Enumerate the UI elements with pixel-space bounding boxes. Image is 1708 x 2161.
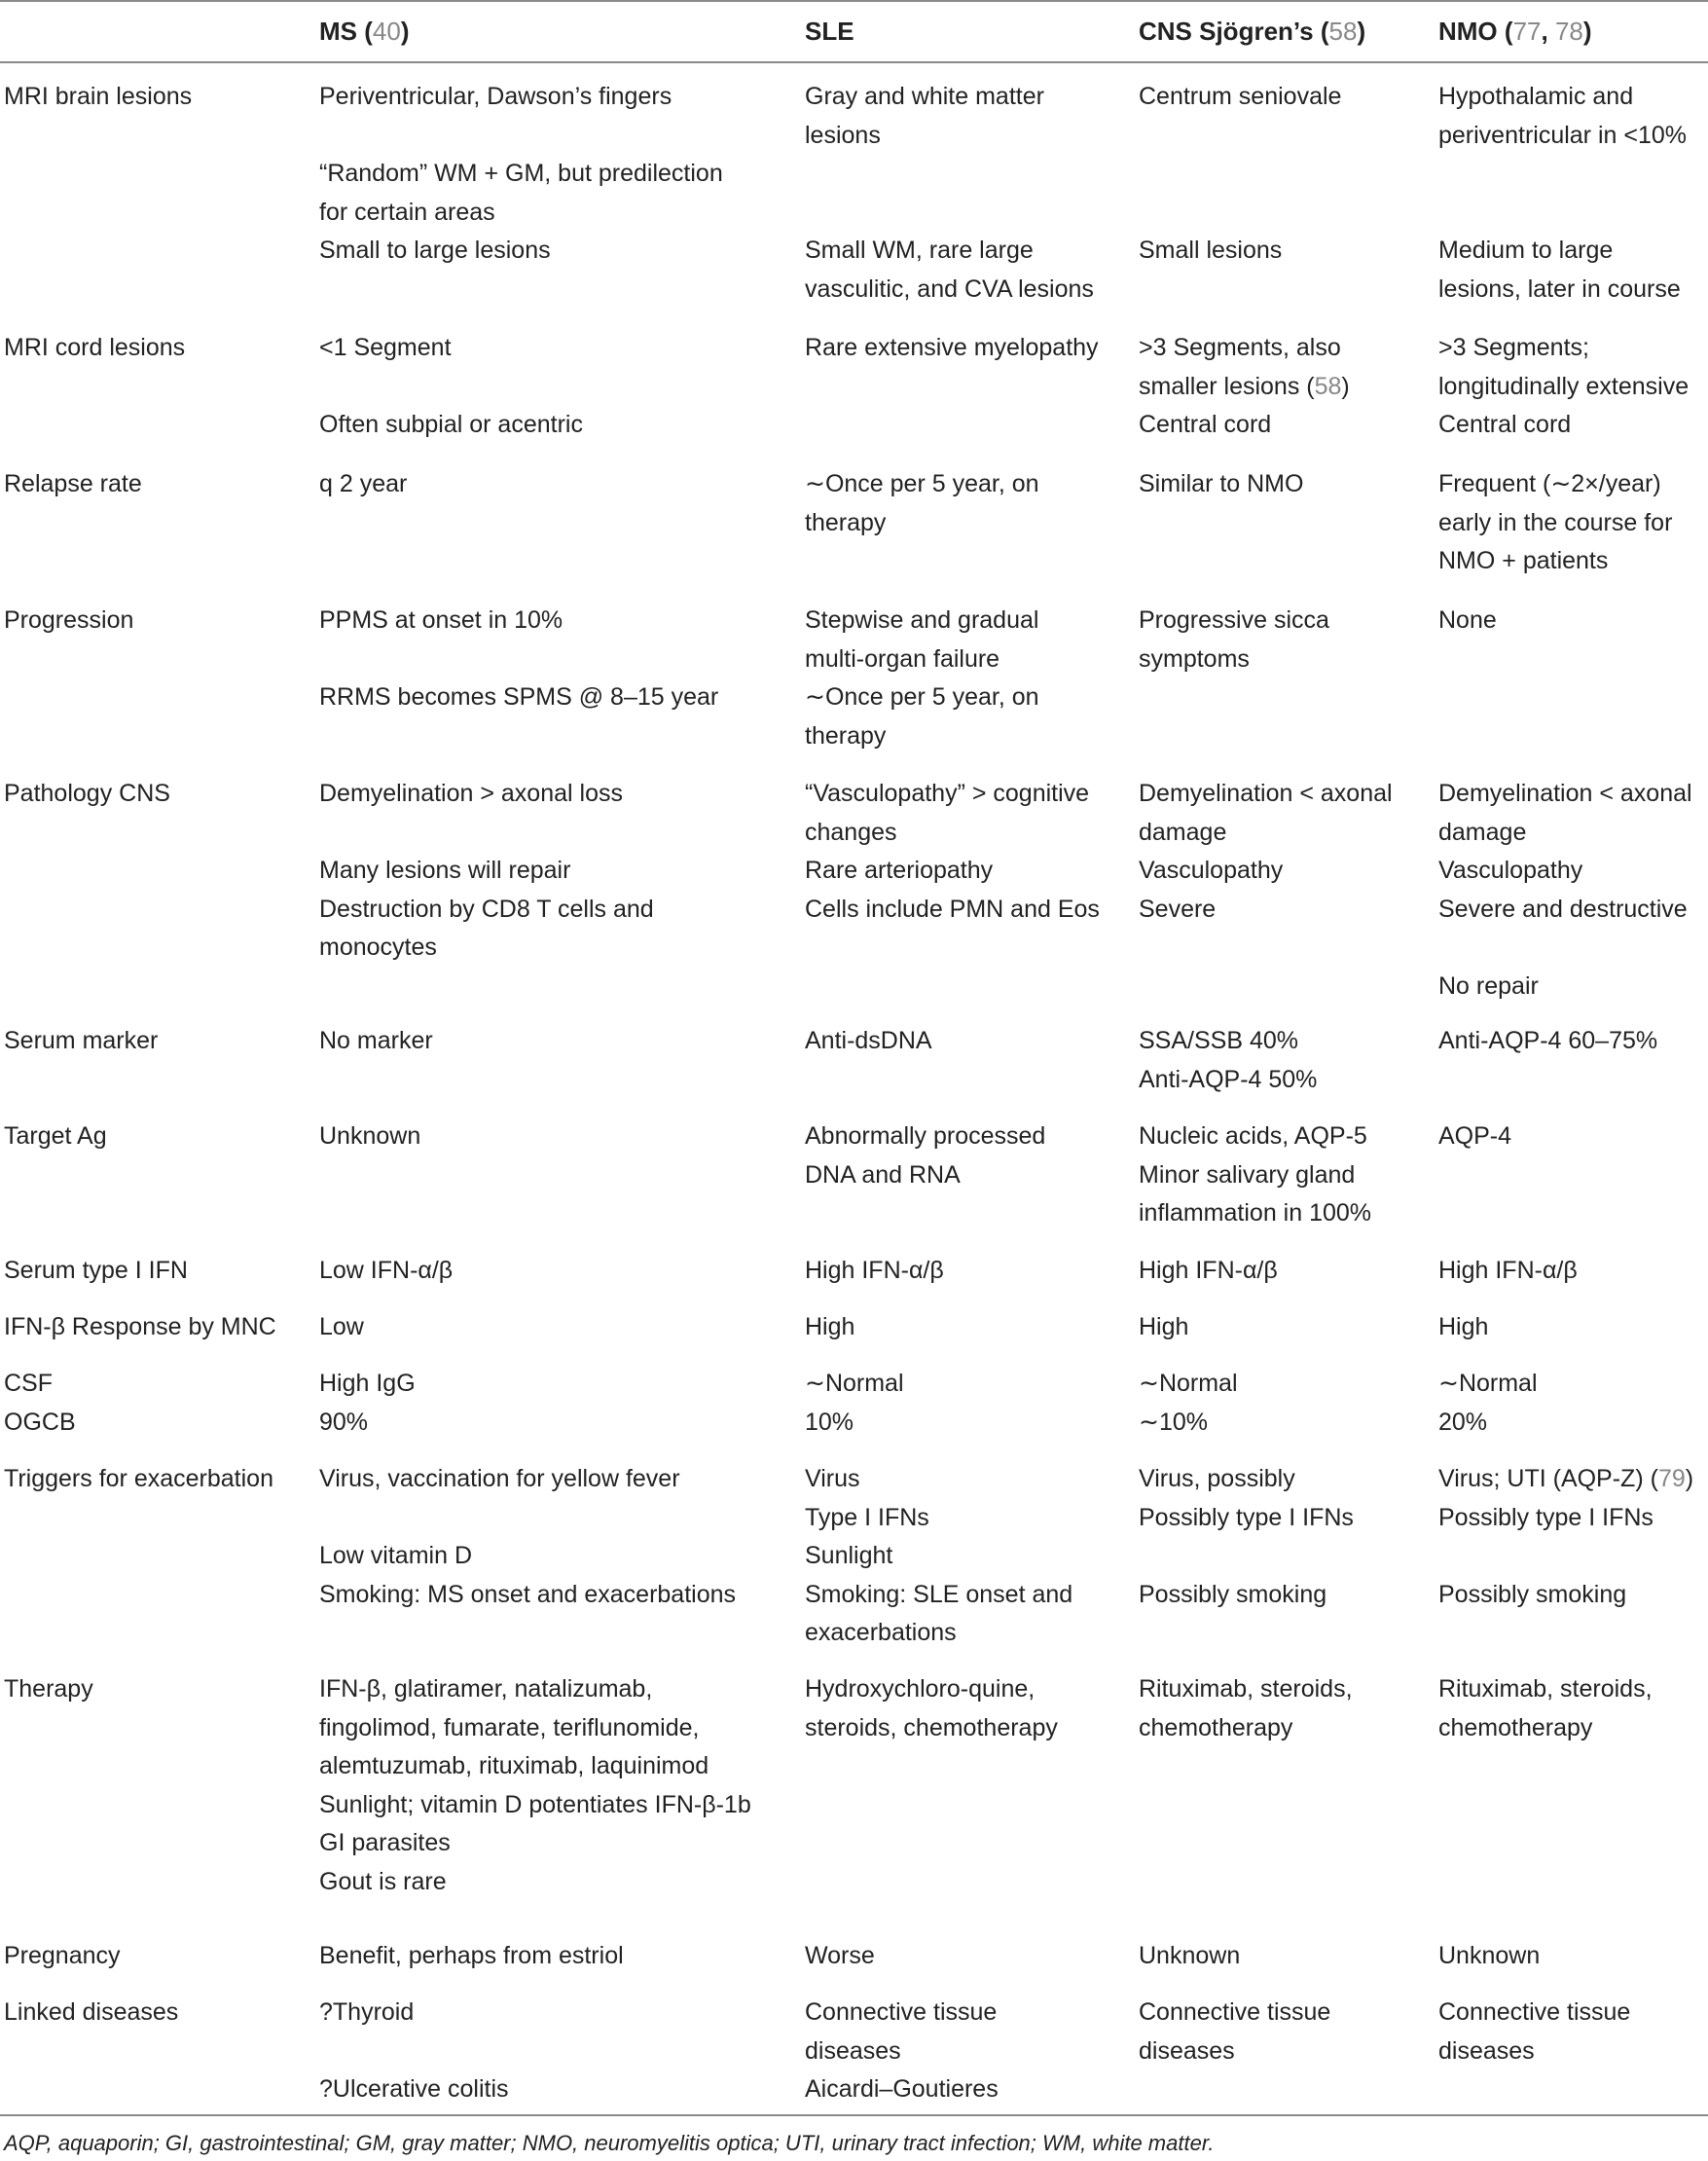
cell-line: RRMS becomes SPMS @ 8–15 year bbox=[319, 683, 719, 711]
row-13-ms-cell bbox=[319, 1937, 624, 1976]
row-4-ms-cell bbox=[319, 602, 718, 717]
row-12-sle-cell bbox=[805, 1670, 1058, 1747]
row-9-cns-sjogren-cell bbox=[1139, 1308, 1188, 1347]
cell-line bbox=[1438, 194, 1687, 233]
cell-line: Serum marker bbox=[4, 1027, 159, 1054]
cell-line: Smoking: SLE onset and bbox=[805, 1580, 1073, 1608]
cell-line: Medium to large bbox=[1438, 237, 1614, 264]
cell-line: GI parasites bbox=[319, 1829, 451, 1856]
row-14-sle-cell bbox=[805, 1994, 999, 2109]
cell-line: SSA/SSB 40% bbox=[1139, 1027, 1298, 1054]
cell-line: chemotherapy bbox=[1139, 1713, 1293, 1741]
cell-line: q 2 year bbox=[319, 470, 408, 497]
cell-line: Possibly type I IFNs bbox=[1438, 1503, 1653, 1531]
cell-line: therapy bbox=[805, 508, 887, 536]
cell-line: Central cord bbox=[1438, 411, 1572, 438]
cell-line: MRI cord lesions bbox=[4, 334, 186, 361]
cell-line: chemotherapy bbox=[1438, 1713, 1593, 1741]
cell-line: Severe bbox=[1139, 895, 1217, 923]
cell-line: alemtuzumab, rituximab, laquinimod bbox=[319, 1752, 709, 1779]
cell-line bbox=[319, 641, 718, 679]
cell-line bbox=[805, 194, 1094, 233]
cell-line: High IgG bbox=[319, 1370, 416, 1397]
row-13-nmo-cell bbox=[1438, 1937, 1540, 1976]
row-1-cns-sjogren-cell bbox=[1139, 78, 1341, 271]
row-4-cns-sjogren-cell bbox=[1139, 602, 1329, 678]
cell-line: diseases bbox=[805, 2036, 901, 2065]
cell-line: Often subpial or acentric bbox=[319, 411, 583, 438]
cell-line: Virus, vaccination for yellow fever bbox=[319, 1465, 680, 1492]
cell-line bbox=[1438, 929, 1692, 968]
row-13-label-cell bbox=[4, 1937, 121, 1976]
cell-line: High bbox=[1139, 1313, 1189, 1340]
cell-line: Connective tissue bbox=[1139, 1998, 1331, 2026]
cell-line: periventricular in <10% bbox=[1438, 121, 1687, 149]
reference-link[interactable]: 58 bbox=[1314, 372, 1342, 400]
cell-line: inflammation in 100% bbox=[1139, 1199, 1372, 1227]
row-2-nmo-cell bbox=[1438, 329, 1689, 445]
cell-line: ∼Once per 5 year, on bbox=[805, 470, 1039, 497]
cell-line: Low IFN-α/β bbox=[319, 1257, 454, 1284]
cell-line bbox=[1438, 155, 1687, 194]
cell-line: No marker bbox=[319, 1027, 433, 1054]
cell-line: Similar to NMO bbox=[1139, 470, 1304, 497]
cell-line: None bbox=[1438, 606, 1497, 634]
cell-line: Small to large lesions bbox=[319, 237, 551, 264]
cell-line: symptoms bbox=[1139, 644, 1250, 673]
row-6-cns-sjogren-cell bbox=[1139, 1022, 1317, 1099]
cell-line: Frequent (∼2×/year) bbox=[1438, 470, 1661, 497]
cell-line: multi-organ failure bbox=[805, 644, 1000, 673]
cell-line: Aicardi–Goutieres bbox=[805, 2075, 999, 2103]
row-12-label-cell bbox=[4, 1670, 93, 1709]
cell-line bbox=[1139, 155, 1341, 194]
cell-line: Vasculopathy bbox=[1438, 857, 1583, 884]
row-9-sle-cell bbox=[805, 1308, 854, 1347]
cell-line: ∼Normal bbox=[805, 1370, 904, 1397]
cell-line: Virus, possibly bbox=[1139, 1465, 1295, 1492]
header-ms: MS (40) bbox=[319, 17, 410, 46]
row-14-nmo-cell bbox=[1438, 1994, 1630, 2070]
row-5-ms-cell bbox=[319, 775, 654, 968]
row-7-label-cell bbox=[4, 1117, 107, 1156]
cell-line bbox=[319, 2033, 509, 2071]
cell-line bbox=[1139, 1537, 1354, 1576]
row-4-label-cell bbox=[4, 602, 133, 641]
row-10-cns-sjogren-cell bbox=[1139, 1365, 1238, 1442]
header-nmo-ref-78[interactable]: 78 bbox=[1554, 17, 1583, 46]
row-8-ms-cell bbox=[319, 1252, 453, 1291]
cell-line: MRI brain lesions bbox=[4, 83, 193, 110]
cell-line: Low vitamin D bbox=[319, 1542, 472, 1569]
table-top-rule bbox=[0, 0, 1708, 2]
cell-line: >3 Segments, also bbox=[1139, 334, 1341, 361]
cell-line: 90% bbox=[319, 1408, 369, 1436]
row-9-label-cell bbox=[4, 1308, 276, 1347]
cell-line: Benefit, perhaps from estriol bbox=[319, 1942, 624, 1969]
row-11-sle-cell bbox=[805, 1460, 1072, 1653]
cell-line: Virus bbox=[805, 1465, 860, 1492]
cell-line: Connective tissue bbox=[805, 1998, 998, 2026]
cell-line: <1 Segment bbox=[319, 334, 452, 361]
cell-line: Target Ag bbox=[4, 1122, 107, 1150]
cell-line: “Vasculopathy” > cognitive bbox=[805, 780, 1090, 807]
cell-line: “Random” WM + GM, but predilection bbox=[319, 160, 723, 187]
header-ms-ref[interactable]: 40 bbox=[372, 17, 401, 46]
cell-line: OGCB bbox=[4, 1408, 76, 1436]
cell-line: Vasculopathy bbox=[1139, 857, 1284, 884]
cell-line: DNA and RNA bbox=[805, 1160, 961, 1189]
cell-line: diseases bbox=[1438, 2036, 1535, 2065]
header-rule bbox=[0, 61, 1708, 63]
cell-line: ?Thyroid bbox=[319, 1998, 415, 2026]
row-6-ms-cell bbox=[319, 1022, 433, 1061]
cell-line: Unknown bbox=[319, 1122, 421, 1150]
row-7-nmo-cell bbox=[1438, 1117, 1511, 1156]
header-nmo-label: NMO bbox=[1438, 17, 1498, 46]
row-13-cns-sjogren-cell bbox=[1139, 1937, 1240, 1976]
cell-line bbox=[1139, 194, 1341, 233]
row-10-sle-cell bbox=[805, 1365, 904, 1442]
cell-line: >3 Segments; bbox=[1438, 334, 1589, 361]
cell-line: Anti-AQP-4 50% bbox=[1139, 1065, 1318, 1093]
row-10-ms-cell bbox=[319, 1365, 416, 1442]
cell-line: fingolimod, fumarate, teriflunomide, bbox=[319, 1713, 700, 1741]
cell-line: monocytes bbox=[319, 934, 437, 961]
row-11-nmo-cell bbox=[1438, 1460, 1693, 1614]
cell-line: Possibly smoking bbox=[1139, 1580, 1327, 1608]
header-nmo-ref-77[interactable]: 77 bbox=[1512, 17, 1542, 46]
row-11-ms-cell bbox=[319, 1460, 736, 1614]
cell-line: smaller lesions (58) bbox=[1139, 372, 1350, 400]
row-8-cns-sjogren-cell bbox=[1139, 1252, 1278, 1291]
cell-line: Stepwise and gradual bbox=[805, 606, 1039, 634]
row-4-nmo-cell bbox=[1438, 602, 1497, 641]
cell-line bbox=[319, 1499, 736, 1538]
cell-line: Rare extensive myelopathy bbox=[805, 334, 1099, 361]
row-10-nmo-cell bbox=[1438, 1365, 1538, 1442]
row-12-ms-cell bbox=[319, 1670, 751, 1901]
row-12-nmo-cell bbox=[1438, 1670, 1653, 1747]
row-12-cns-sjogren-cell bbox=[1139, 1670, 1353, 1747]
row-11-label-cell bbox=[4, 1460, 273, 1499]
table-bottom-rule bbox=[0, 2114, 1708, 2116]
cell-line: Severe and destructive bbox=[1438, 895, 1688, 923]
cell-line: Connective tissue bbox=[1438, 1998, 1631, 2026]
cell-line: High IFN-α/β bbox=[1139, 1257, 1278, 1284]
row-3-ms-cell bbox=[319, 465, 407, 504]
cell-line: No repair bbox=[1438, 971, 1539, 1000]
row-6-nmo-cell bbox=[1438, 1022, 1657, 1061]
row-14-label-cell bbox=[4, 1994, 178, 2033]
row-3-cns-sjogren-cell bbox=[1139, 465, 1303, 504]
cell-line: ∼Normal bbox=[1438, 1370, 1538, 1397]
cell-line: damage bbox=[1139, 818, 1227, 846]
cell-line: Nucleic acids, AQP-5 bbox=[1139, 1122, 1367, 1150]
row-5-label-cell bbox=[4, 775, 170, 814]
row-1-nmo-cell bbox=[1438, 78, 1687, 309]
cell-line: Type I IFNs bbox=[805, 1503, 929, 1531]
row-3-nmo-cell bbox=[1438, 465, 1672, 581]
row-7-cns-sjogren-cell bbox=[1139, 1117, 1371, 1233]
cell-line: Hypothalamic and bbox=[1438, 83, 1634, 110]
row-2-cns-sjogren-cell bbox=[1139, 329, 1350, 445]
cell-line: Sunlight bbox=[805, 1542, 893, 1569]
header-cns-sjogren: CNS Sjögren’s (58) bbox=[1139, 17, 1366, 46]
row-6-label-cell bbox=[4, 1022, 158, 1061]
cell-line: Pregnancy bbox=[4, 1942, 121, 1969]
cell-line: Virus; UTI (AQP-Z) (79) bbox=[1438, 1465, 1694, 1492]
cell-line: Minor salivary gland bbox=[1139, 1160, 1356, 1189]
cell-line: Pathology CNS bbox=[4, 780, 170, 807]
cell-line: Possibly type I IFNs bbox=[1139, 1503, 1354, 1531]
row-8-label-cell bbox=[4, 1252, 188, 1291]
cell-line: ∼Normal bbox=[1139, 1370, 1238, 1397]
cell-line: AQP-4 bbox=[1438, 1122, 1512, 1150]
header-cns-sjogren-ref[interactable]: 58 bbox=[1328, 17, 1358, 46]
cell-line: Demyelination > axonal loss bbox=[319, 780, 623, 807]
row-5-cns-sjogren-cell bbox=[1139, 775, 1393, 929]
cell-line: Serum type I IFN bbox=[4, 1257, 188, 1284]
row-8-nmo-cell bbox=[1438, 1252, 1578, 1291]
row-2-ms-cell bbox=[319, 329, 583, 445]
cell-line: Triggers for exacerbation bbox=[4, 1465, 273, 1492]
table-footnote: AQP, aquaporin; GI, gastrointestinal; GM, gray matter; NMO, neuromyelitis optica; UTI, urinary tract infection; WM, white matter. bbox=[4, 2131, 1215, 2155]
cell-line: High IFN-α/β bbox=[1438, 1257, 1578, 1284]
row-6-sle-cell bbox=[805, 1022, 932, 1061]
cell-line: Sunlight; vitamin D potentiates IFN-β-1b bbox=[319, 1790, 751, 1818]
cell-line: IFN-β Response by MNC bbox=[4, 1313, 276, 1340]
cell-line: Worse bbox=[805, 1942, 875, 1969]
cell-line: PPMS at onset in 10% bbox=[319, 606, 563, 634]
cell-line bbox=[319, 368, 583, 407]
cell-line: exacerbations bbox=[805, 1619, 957, 1646]
cell-line: IFN-β, glatiramer, natalizumab, bbox=[319, 1675, 653, 1703]
cell-line: early in the course for bbox=[1438, 508, 1673, 536]
cell-line: Cells include PMN and Eos bbox=[805, 895, 1100, 923]
row-8-sle-cell bbox=[805, 1252, 944, 1291]
cell-line: Small lesions bbox=[1139, 237, 1283, 264]
cell-line: NMO + patients bbox=[1438, 547, 1609, 574]
reference-link[interactable]: 79 bbox=[1657, 1465, 1686, 1492]
cell-line: Hydroxychloro-quine, bbox=[805, 1675, 1036, 1703]
cell-line: Centrum seniovale bbox=[1139, 83, 1342, 110]
cell-line: Linked diseases bbox=[4, 1998, 179, 2026]
row-13-sle-cell bbox=[805, 1937, 875, 1976]
row-1-sle-cell bbox=[805, 78, 1094, 309]
cell-line: lesions, later in course bbox=[1438, 275, 1681, 303]
cell-line: diseases bbox=[1139, 2036, 1235, 2065]
cell-line bbox=[319, 814, 654, 853]
row-7-ms-cell bbox=[319, 1117, 420, 1156]
cell-line: for certain areas bbox=[319, 198, 495, 226]
cell-line: Demyelination < axonal bbox=[1139, 780, 1393, 807]
cell-line: 20% bbox=[1438, 1408, 1488, 1436]
cell-line: Low bbox=[319, 1313, 364, 1340]
cell-line: Therapy bbox=[4, 1675, 93, 1703]
cell-line: Relapse rate bbox=[4, 470, 142, 497]
cell-line: CSF bbox=[4, 1370, 53, 1397]
cell-line: Progressive sicca bbox=[1139, 606, 1329, 634]
row-2-sle-cell bbox=[805, 329, 1099, 368]
cell-line: High bbox=[805, 1313, 855, 1340]
header-sle bbox=[805, 12, 854, 51]
cell-line: damage bbox=[1438, 818, 1527, 846]
cell-line: High bbox=[1438, 1313, 1489, 1340]
cell-line: Small WM, rare large bbox=[805, 237, 1034, 264]
row-3-sle-cell bbox=[805, 465, 1039, 542]
row-2-label-cell bbox=[4, 329, 185, 368]
cell-line: Unknown bbox=[1438, 1942, 1541, 1969]
cell-line bbox=[319, 117, 723, 156]
cell-line: lesions bbox=[805, 121, 881, 149]
row-5-sle-cell bbox=[805, 775, 1100, 929]
cell-line: ∼10% bbox=[1139, 1408, 1208, 1436]
cell-line: Rituximab, steroids, bbox=[1139, 1675, 1353, 1703]
cell-line: Rituximab, steroids, bbox=[1438, 1675, 1653, 1703]
cell-line: 10% bbox=[805, 1408, 854, 1436]
cell-line: Possibly smoking bbox=[1438, 1580, 1627, 1608]
cell-line: Central cord bbox=[1139, 411, 1272, 438]
cell-line: steroids, chemotherapy bbox=[805, 1713, 1058, 1741]
row-9-ms-cell bbox=[319, 1308, 364, 1347]
row-1-label-cell bbox=[4, 78, 192, 117]
cell-line: ∼Once per 5 year, on bbox=[805, 683, 1039, 711]
header-sle-label: SLE bbox=[805, 17, 854, 46]
row-9-nmo-cell bbox=[1438, 1308, 1488, 1347]
row-11-cns-sjogren-cell bbox=[1139, 1460, 1354, 1614]
row-14-cns-sjogren-cell bbox=[1139, 1994, 1330, 2070]
row-5-nmo-cell bbox=[1438, 775, 1692, 1006]
cell-line bbox=[1139, 117, 1341, 156]
row-10-label-cell bbox=[4, 1365, 76, 1442]
cell-line: Anti-AQP-4 60–75% bbox=[1438, 1027, 1658, 1054]
cell-line: Gout is rare bbox=[319, 1867, 447, 1895]
cell-line: Demyelination < axonal bbox=[1438, 780, 1692, 807]
cell-line: Abnormally processed bbox=[805, 1122, 1046, 1150]
row-7-sle-cell bbox=[805, 1117, 1045, 1194]
row-14-ms-cell bbox=[319, 1994, 509, 2109]
cell-line: Destruction by CD8 T cells and bbox=[319, 895, 654, 923]
cell-line: Periventricular, Dawson’s fingers bbox=[319, 83, 672, 110]
row-3-label-cell bbox=[4, 465, 142, 504]
cell-line: Many lesions will repair bbox=[319, 857, 571, 884]
cell-line: ?Ulcerative colitis bbox=[319, 2075, 509, 2103]
cell-line: Gray and white matter bbox=[805, 83, 1044, 110]
cell-line: longitudinally extensive bbox=[1438, 372, 1690, 400]
cell-line bbox=[1438, 1537, 1693, 1576]
cell-line: Progression bbox=[4, 606, 134, 634]
cell-line: Rare arteriopathy bbox=[805, 857, 994, 884]
cell-line bbox=[805, 155, 1094, 194]
header-nmo: NMO (77, 78) bbox=[1438, 17, 1592, 46]
cell-line: therapy bbox=[805, 721, 887, 750]
cell-line: vasculitic, and CVA lesions bbox=[805, 275, 1094, 303]
cell-line: changes bbox=[805, 818, 897, 846]
row-4-sle-cell bbox=[805, 602, 1039, 755]
row-1-ms-cell bbox=[319, 78, 723, 271]
header-ms-label: MS bbox=[319, 17, 357, 46]
cell-line: High IFN-α/β bbox=[805, 1257, 944, 1284]
cell-line: Anti-dsDNA bbox=[805, 1027, 932, 1054]
header-cns-sjogren-label: CNS Sjögren’s bbox=[1139, 17, 1314, 46]
cell-line: Unknown bbox=[1139, 1942, 1241, 1969]
cell-line: Smoking: MS onset and exacerbations bbox=[319, 1580, 737, 1608]
